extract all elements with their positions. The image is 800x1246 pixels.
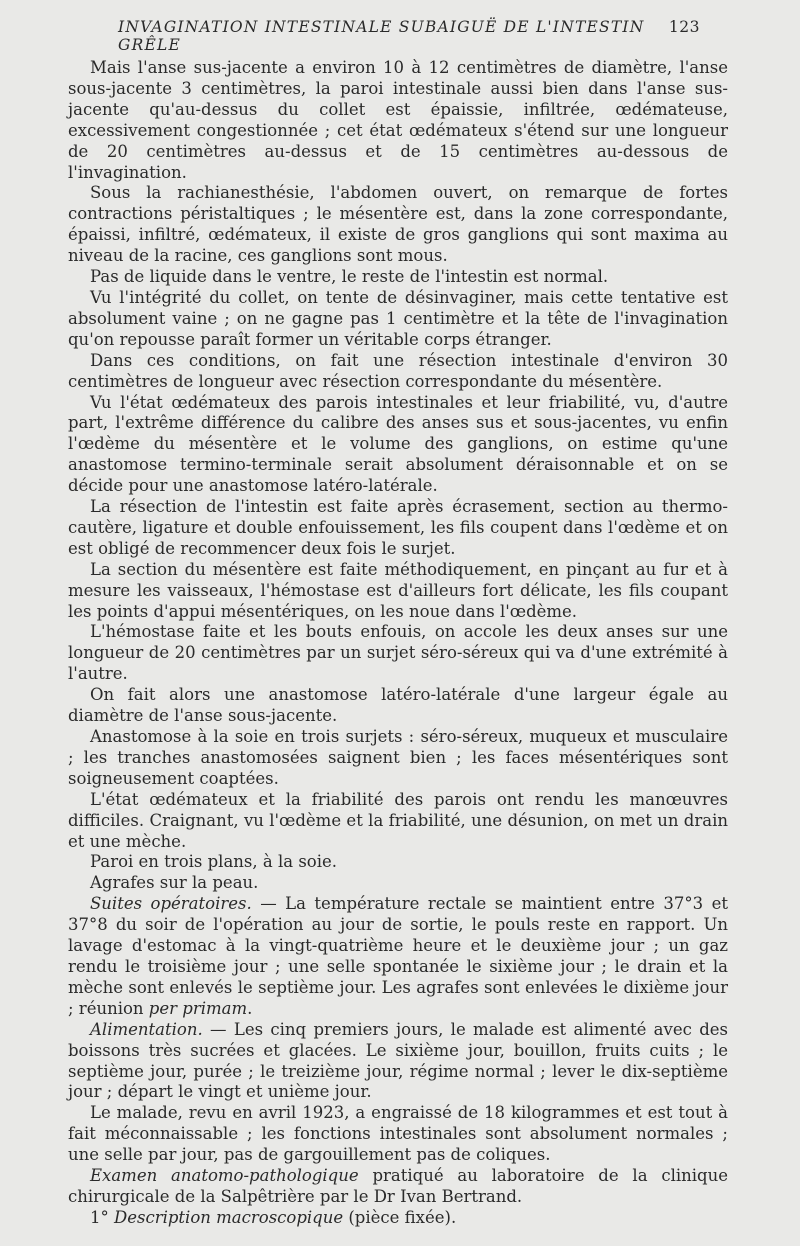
section-lead: Examen anatomo-pathologique xyxy=(90,1166,359,1186)
page-number: 123 xyxy=(668,18,700,36)
paragraph: Paroi en trois plans, à la soie. xyxy=(90,852,338,872)
body-text xyxy=(68,58,728,1229)
paragraph: Sous la rachianesthésie, l'abdomen ouvert, on remarque de fortes contractions péristaltiques ; le mésentère est, dans la zone correspondante, épaissi, infiltré, œdémateux, il existe de gros ganglions qui sont maxima au niveau de la racine, ces ganglions sont mous. xyxy=(68,183,728,266)
section-lead: Alimentation. xyxy=(90,1019,203,1039)
running-title: INVAGINATION INTESTINALE SUBAIGUË DE L'INTESTIN GRÊLE xyxy=(118,18,645,54)
paragraph-examen: Examen anatomo-pathologique pratiqué au laboratoire de la clinique chirurgicale de la Salpêtrière par le Dr Ivan Bertrand. xyxy=(68,1166,728,1206)
paragraph: Pas de liquide dans le ventre, le reste de l'intestin est normal. xyxy=(90,267,609,287)
paragraph: Vu l'intégrité du collet, on tente de désinvaginer, mais cette tentative est absolument vaine ; on ne gagne pas 1 centimètre et la tête de l'invagination qu'on repousse paraît former un véritable corps étranger. xyxy=(68,287,728,349)
paragraph-description: 1° Description macroscopique (pièce fixée). xyxy=(90,1207,457,1227)
paragraph: On fait alors une anastomose latéro-latérale d'une largeur égale au diamètre de l'anse sous-jacente. xyxy=(68,685,728,726)
section-lead: Description macroscopique xyxy=(114,1207,344,1227)
paragraph: La section du mésentère est faite méthodiquement, en pinçant au fur et à mesure les vaisseaux, l'hémostase est d'ailleurs fort délicate, les fils coupant les points d'appui mésentériques, on les noue dans l'œdème. xyxy=(68,559,728,621)
paragraph: Le malade, revu en avril 1923, a engraissé de 18 kilogrammes et est tout à fait méconnaissable ; les fonctions intestinales sont absolument normales ; une selle par jour, pas de gargouillement pas de coliques. xyxy=(68,1103,728,1165)
paragraph: Mais l'anse sus-jacente a environ 10 à 12 centimètres de diamètre, l'anse sous-jacente 3 centimètres, la paroi intestinale aussi bien dans l'anse sus-jacente qu'au-dessus du collet est épaissie, infiltrée, œdémateuse, excessivement congestionnée ; cet état œdémateux s'étend sur une longueur de 20 centimètres au-dessus et de 15 centimètres au-dessous de l'invagination. xyxy=(68,58,728,182)
paragraph: Vu l'état œdémateux des parois intestinales et leur friabilité, vu, d'autre part, l'extrême différence du calibre des anses sus et sous-jacentes, vu enfin l'œdème du mésentère et le volume des ganglions, on estime qu'une anastomose termino-terminale serait absolument déraisonnable et on se décide pour une anastomose latéro-latérale. xyxy=(68,392,728,496)
paragraph: Anastomose à la soie en trois surjets : séro-séreux, muqueux et musculaire ; les tranches anastomosées saignent bien ; les faces mésentériques sont soigneusement coaptées. xyxy=(68,727,728,788)
paragraph-alimentation: Alimentation. — Les cinq premiers jours, le malade est alimenté avec des boissons très sucrées et glacées. Le sixième jour, bouillon, fruits cuits ; le septième jour, purée ; le treizième jour, régime normal ; lever le dix-septième jour ; départ le vingt et unième jour. xyxy=(68,1019,728,1102)
paragraph: L'hémostase faite et les bouts enfouis, on accole les deux anses sur une longueur de 20 centimètres par un surjet séro-séreux qui va d'une extrémité à l'autre. xyxy=(68,622,728,684)
paragraph: Agrafes sur la peau. xyxy=(90,873,259,893)
paragraph: La résection de l'intestin est faite après écrasement, section au thermo-cautère, ligature et double enfouissement, les fils coupent dans l'œdème et on est obligé de recommencer deux fois le surjet. xyxy=(68,497,728,558)
section-lead: Suites opératoires. xyxy=(90,894,252,914)
paragraph: Dans ces conditions, on fait une résection intestinale d'environ 30 centimètres de longueur avec résection correspondante du mésentère. xyxy=(68,350,728,391)
running-header xyxy=(118,18,700,54)
paragraph-suites-operatoires: Suites opératoires. — La température rectale se maintient entre 37°3 et 37°8 du soir de l'opération au jour de sortie, le pouls reste en rapport. Un lavage d'estomac à la vingt-quatrième heure et le deuxième jour ; un gaz rendu le troisième jour ; une selle spontanée le sixième jour ; le drain et la mèche sont enlevés le septième jour. Les agrafes sont enlevées le dixième jour ; réunion per primam. xyxy=(68,894,728,1018)
paragraph: L'état œdémateux et la friabilité des parois ont rendu les manœuvres difficiles. Craignant, vu l'œdème et la friabilité, une désunion, on met un drain et une mèche. xyxy=(68,789,728,851)
